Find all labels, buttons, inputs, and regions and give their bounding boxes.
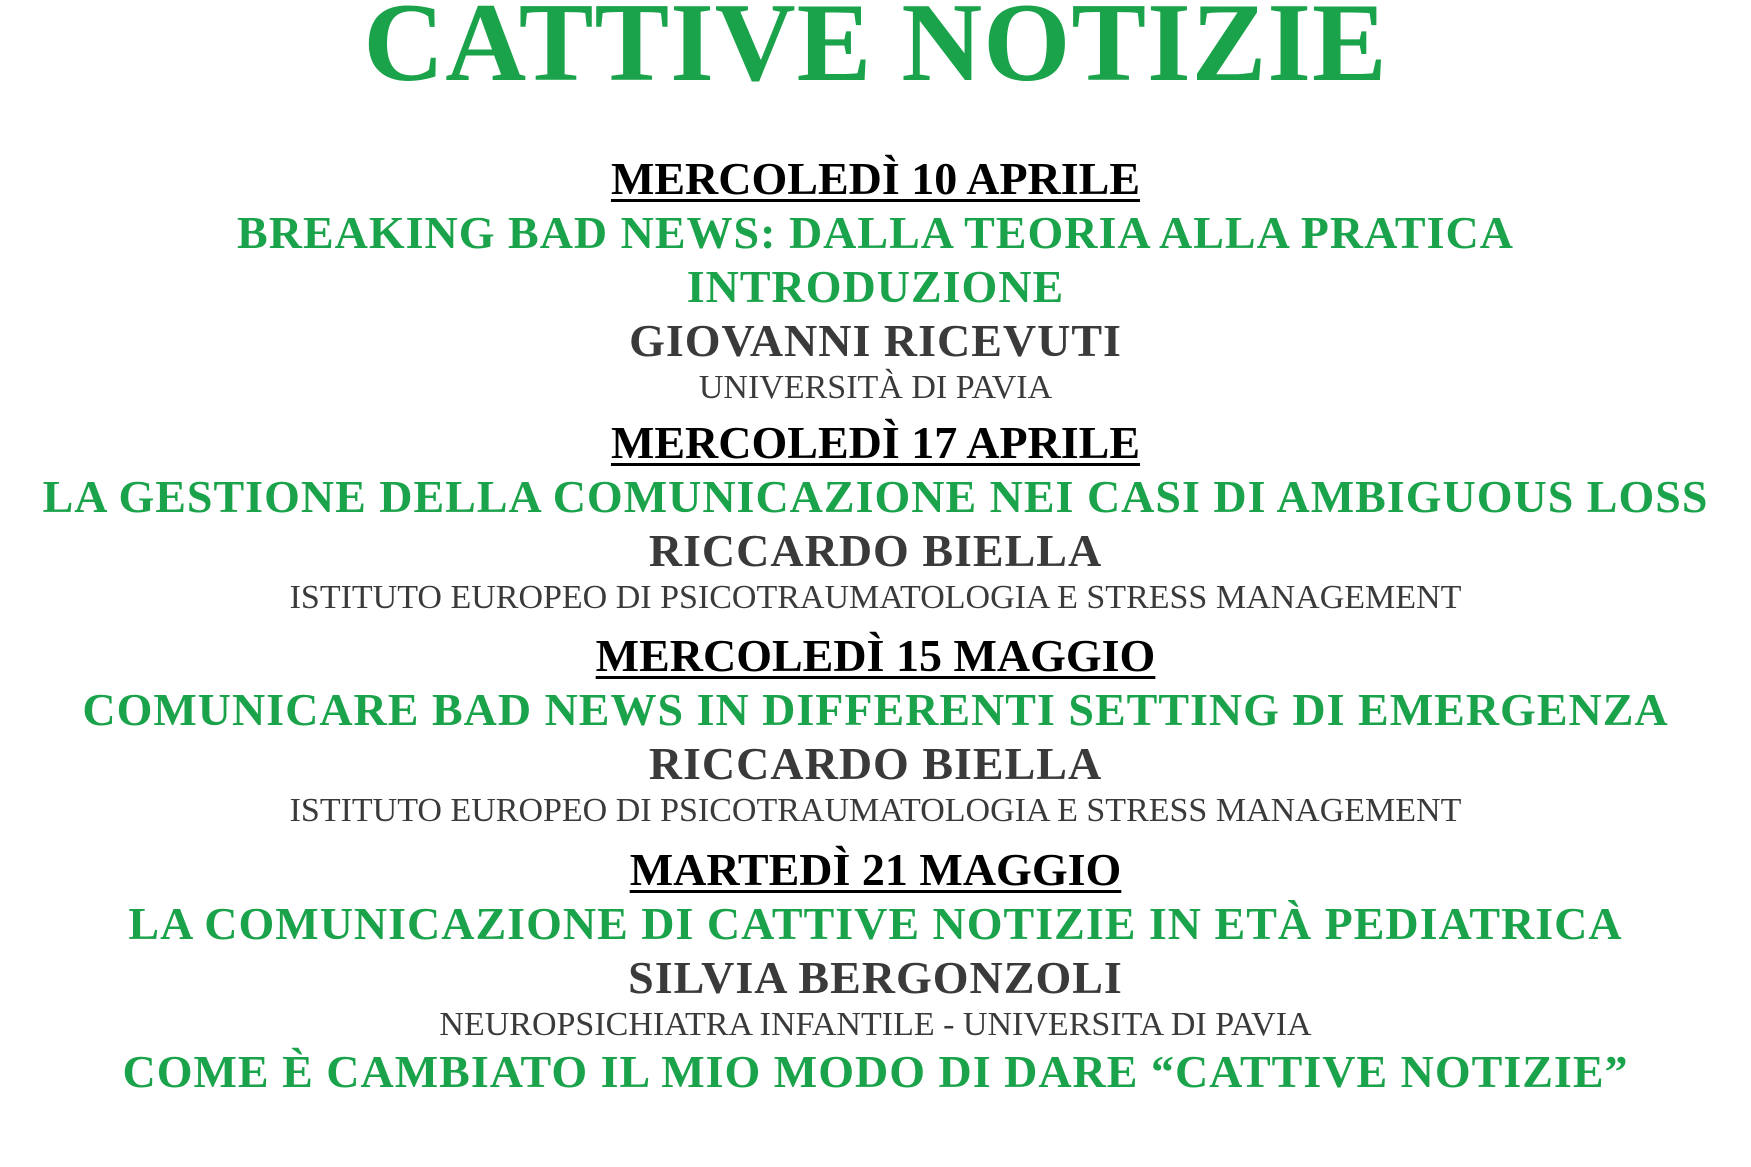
event-affiliation: UNIVERSITÀ DI PAVIA xyxy=(698,369,1053,406)
event-affiliation: NEUROPSICHIATRA INFANTILE - UNIVERSITA DI PAVIA xyxy=(439,1006,1312,1043)
event-affiliation: ISTITUTO EUROPEO DI PSICOTRAUMATOLOGIA E STRESS MANAGEMENT xyxy=(289,792,1462,829)
event-date: MERCOLEDÌ 17 APRILE xyxy=(610,417,1141,468)
event-date: MERCOLEDÌ 10 APRILE xyxy=(610,153,1141,204)
event-date: MERCOLEDÌ 15 MAGGIO xyxy=(595,630,1156,681)
event-topic: BREAKING BAD NEWS: DALLA TEORIA ALLA PRATICA xyxy=(237,207,1514,258)
event-speaker: RICCARDO BIELLA xyxy=(648,525,1103,576)
page-title: CATTIVE NOTIZIE xyxy=(363,0,1388,105)
event-3 xyxy=(0,629,1751,831)
event-speaker: SILVIA BERGONZOLI xyxy=(628,952,1123,1003)
event-extra-topic: COME È CAMBIATO IL MIO MODO DI DARE “CATTIVE NOTIZIE” xyxy=(122,1046,1629,1097)
event-date: MARTEDÌ 21 MAGGIO xyxy=(629,844,1122,895)
event-2 xyxy=(0,416,1751,618)
event-1 xyxy=(0,152,1751,408)
event-speaker: GIOVANNI RICEVUTI xyxy=(629,315,1122,366)
event-affiliation: ISTITUTO EUROPEO DI PSICOTRAUMATOLOGIA E STRESS MANAGEMENT xyxy=(289,579,1462,616)
event-topic: LA GESTIONE DELLA COMUNICAZIONE NEI CASI DI AMBIGUOUS LOSS xyxy=(42,471,1709,522)
event-topic: LA COMUNICAZIONE DI CATTIVE NOTIZIE IN ETÀ PEDIATRICA xyxy=(128,898,1623,949)
event-topic: COMUNICARE BAD NEWS IN DIFFERENTI SETTING DI EMERGENZA xyxy=(82,684,1669,735)
event-4 xyxy=(0,843,1751,1099)
event-speaker: RICCARDO BIELLA xyxy=(648,738,1103,789)
event-topic-subline: INTRODUZIONE xyxy=(686,261,1065,312)
